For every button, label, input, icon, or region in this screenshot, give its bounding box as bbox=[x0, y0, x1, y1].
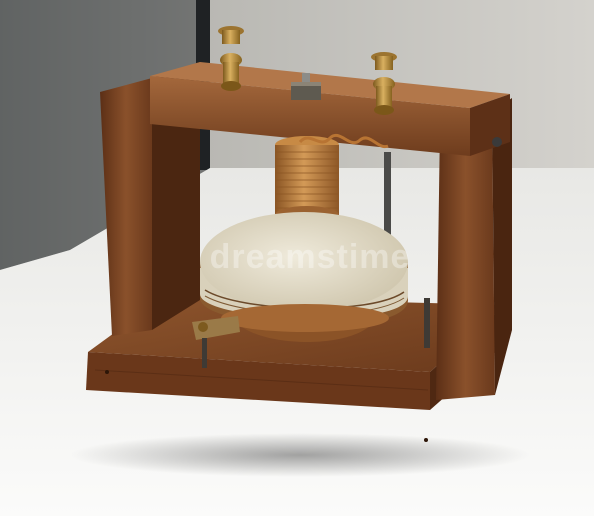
lever-post bbox=[202, 338, 207, 368]
electromagnet-coil bbox=[275, 136, 339, 224]
base-nail-1 bbox=[105, 370, 109, 374]
metal-bracket bbox=[384, 152, 391, 240]
right-support-rod bbox=[424, 298, 430, 348]
watermark-text: dreamstime bbox=[209, 238, 411, 276]
lever-screw bbox=[198, 322, 208, 332]
mouthpiece-rim bbox=[221, 304, 389, 332]
device-shadow bbox=[70, 433, 530, 477]
base-nail-2 bbox=[424, 438, 428, 442]
crossbar-screw bbox=[492, 137, 502, 147]
